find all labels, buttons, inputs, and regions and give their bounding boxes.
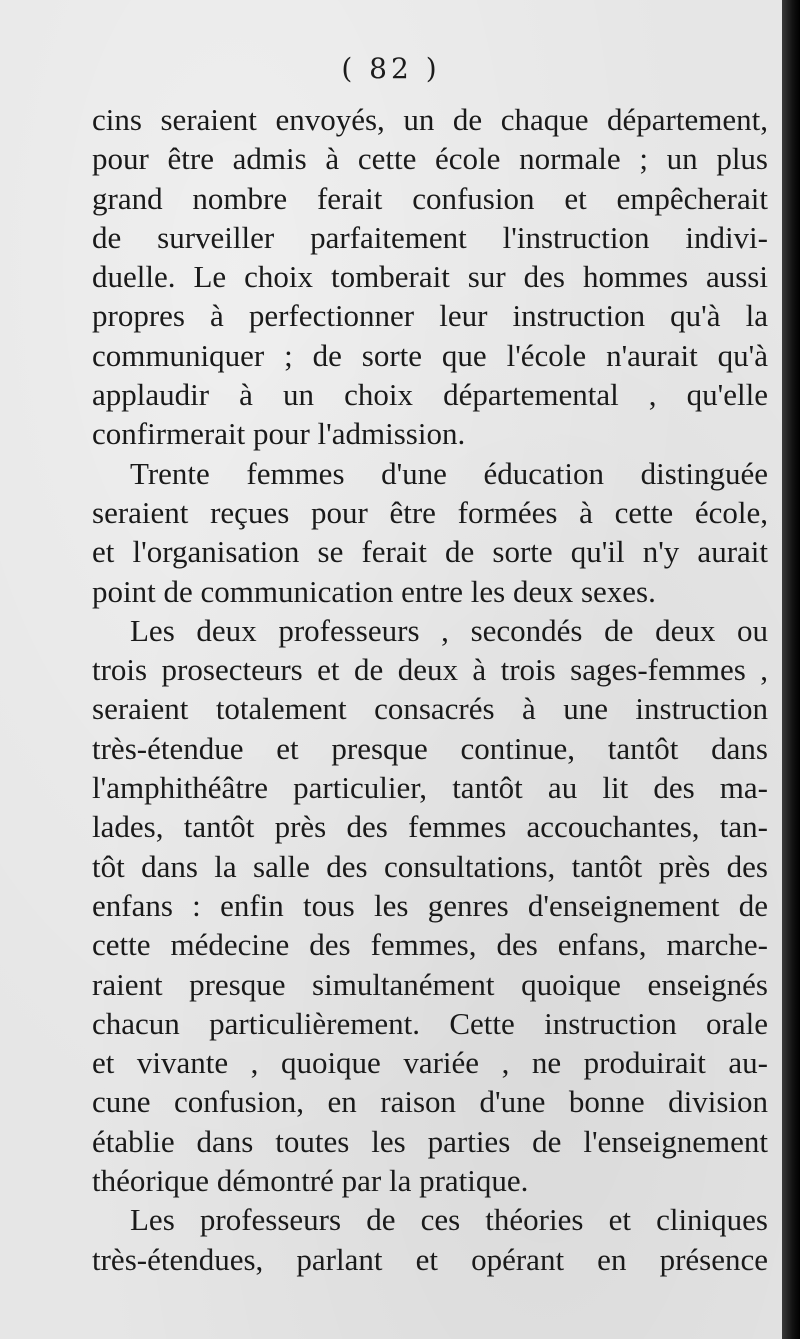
text-line: et l'organisation se ferait de sorte qu'il n'y aurait xyxy=(92,534,768,570)
text-line: duelle. Le choix tomberait sur des hommes aussi xyxy=(92,259,768,295)
text-line: applaudir à un choix départemental , qu'elle xyxy=(92,377,768,413)
text-line: de surveiller parfaitement l'instruction indivi- xyxy=(92,219,768,255)
text-line: chacun particulièrement. Cette instruction orale xyxy=(92,1005,768,1041)
text-line: grand nombre ferait confusion et empêcherait xyxy=(92,180,768,216)
text-line: cune confusion, en raison d'une bonne division xyxy=(92,1084,768,1120)
text-line: établie dans toutes les parties de l'enseignement xyxy=(92,1123,768,1159)
text-line: Les professeurs de ces théories et cliniques xyxy=(130,1202,768,1238)
text-line: lades, tantôt près des femmes accouchantes, tan- xyxy=(92,809,768,845)
text-line: Les deux professeurs , secondés de deux ou xyxy=(130,612,768,648)
text-line: trois prosecteurs et de deux à trois sages-femmes , xyxy=(92,652,768,688)
text-line: communiquer ; de sorte que l'école n'aurait qu'à xyxy=(92,337,768,373)
text-line: confirmerait pour l'admission. xyxy=(92,416,466,452)
text-line: et vivante , quoique variée , ne produirait au- xyxy=(92,1045,768,1081)
text-line: tôt dans la salle des consultations, tantôt près des xyxy=(92,848,768,884)
text-line: point de communication entre les deux sexes. xyxy=(92,573,656,609)
text-line: très-étendue et presque continue, tantôt dans xyxy=(92,730,768,766)
page-number: ( 82 ) xyxy=(341,52,441,85)
text-line: Trente femmes d'une éducation distinguée xyxy=(130,455,768,491)
text-line: théorique démontré par la pratique. xyxy=(92,1163,529,1199)
text-line: très-étendues, parlant et opérant en présence xyxy=(92,1241,768,1277)
text-line: cins seraient envoyés, un de chaque département, xyxy=(92,102,768,137)
body-text xyxy=(92,100,768,1279)
text-line: enfans : enfin tous les genres d'enseignement de xyxy=(92,887,768,923)
text-line: pour être admis à cette école normale ; un plus xyxy=(92,141,768,177)
text-line: propres à perfectionner leur instruction qu'à la xyxy=(92,298,768,334)
text-line: cette médecine des femmes, des enfans, marche- xyxy=(92,927,768,963)
text-line: seraient reçues pour être formées à cette école, xyxy=(92,494,768,530)
text-line: seraient totalement consacrés à une instruction xyxy=(92,691,768,727)
page-edge-shadow xyxy=(782,0,800,1339)
text-line: raient presque simultanément quoique enseignés xyxy=(92,966,768,1002)
text-line: l'amphithéâtre particulier, tantôt au lit des ma- xyxy=(92,770,768,806)
